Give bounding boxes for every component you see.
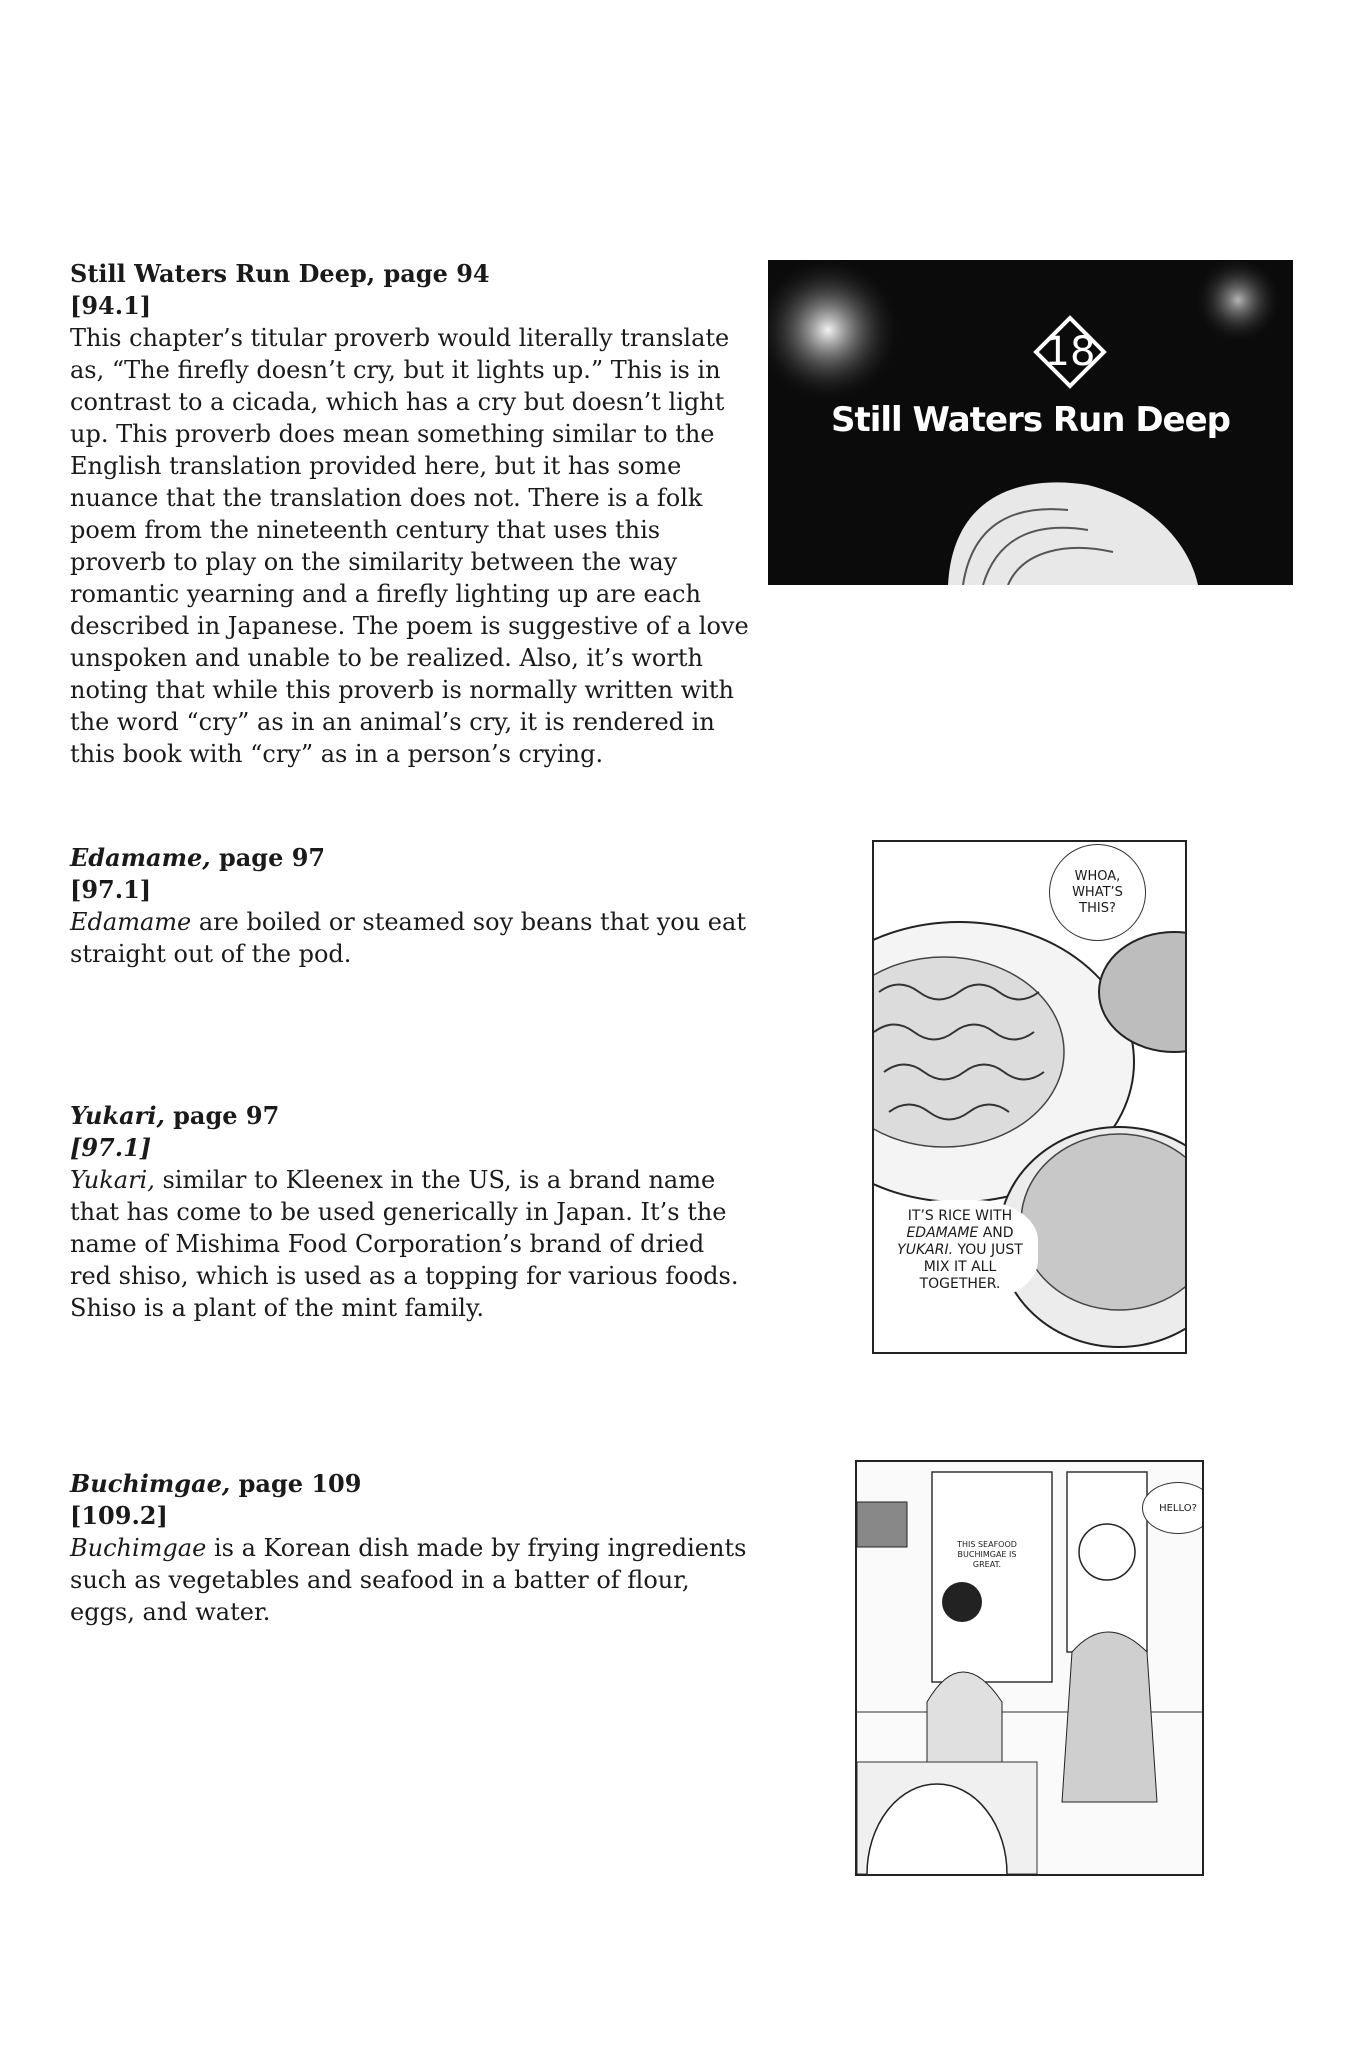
speech-bubble: HELLO? [1142, 1482, 1204, 1534]
note-ref: [109.2] [70, 1501, 168, 1530]
chapter-title-panel [768, 260, 1293, 585]
chapter-title: Still Waters Run Deep [830, 400, 1231, 440]
note-still-waters [70, 258, 750, 770]
note-edamame [70, 842, 750, 970]
note-title: Buchimgae, page 109 [70, 1469, 362, 1498]
note-ref: [94.1] [70, 291, 152, 320]
kitchen-panel [855, 1460, 1204, 1876]
note-yukari [70, 1100, 750, 1324]
food-panel [872, 840, 1187, 1354]
chapter-number: 18 [1044, 329, 1096, 375]
note-title: Yukari, page 97 [70, 1101, 280, 1130]
note-body: This chapter’s titular proverb would literally translate as, “The firefly doesn’t cry, but it lights up.” This is in contrast to a cicada, which has a cry but doesn’t light up. This proverb does mean something similar to the English translation provided here, but it has some nuance that the translation does not. There is a folk poem from the nineteenth century that uses this proverb to play on the similarity between the way romantic yearning and a firefly lighting up are each described in Japanese. The poem is suggestive of a love unspoken and unable to be realized. Also, it’s worth noting that while this proverb is normally written with the word “cry” as in an animal’s cry, it is rendered in this book with “cry” as in a person’s crying. [70, 324, 749, 768]
note-title: Edamame, page 97 [70, 843, 326, 872]
thought-sign: THIS SEAFOOD BUCHIMGAE IS GREAT. [947, 1540, 1027, 1570]
note-body: Buchimgae is a Korean dish made by frying ingredients such as vegetables and seafood in a batter of flour, eggs, and water. [70, 1534, 747, 1626]
note-body: Edamame are boiled or steamed soy beans that you eat straight out of the pod. [70, 908, 746, 968]
note-ref: [97.1] [70, 1133, 152, 1162]
food-caption: IT’S RICE WITH EDAMAME AND YUKARI. YOU JUST MIX IT ALL TOGETHER. [882, 1200, 1038, 1301]
note-ref: [97.1] [70, 875, 152, 904]
note-title: Still Waters Run Deep, page 94 [70, 259, 490, 288]
note-body: Yukari, similar to Kleenex in the US, is a brand name that has come to be used generically in Japan. It’s the name of Mishima Food Corporation’s brand of dried red shiso, which is used as a topping for various foods. Shiso is a plant of the mint family. [70, 1166, 739, 1322]
speech-bubble: WHOA, WHAT’S THIS? [1049, 844, 1146, 941]
note-buchimgae [70, 1468, 750, 1628]
